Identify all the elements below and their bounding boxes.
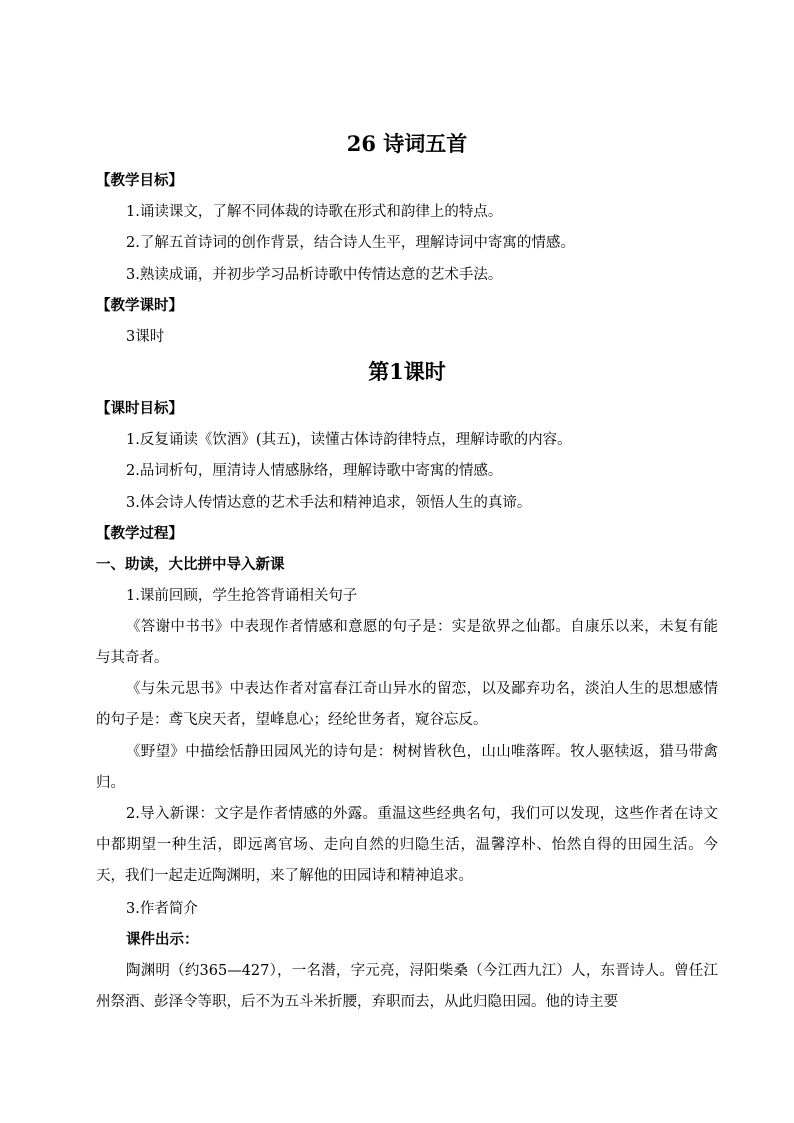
lesson-title: 第1课时	[368, 359, 446, 384]
paragraph: 《答谢中书书》中表现作者情感和意愿的句子是：实是欲界之仙都。自康乐以来，未复有能与其奇者。	[96, 619, 718, 666]
lesson-goal-item: 3.体会诗人传情达意的艺术手法和精神追求，领悟人生的真谛。	[126, 495, 532, 511]
paragraph: 《与朱元思书》中表达作者对富春江奇山异水的留恋，以及鄙弃功名，淡泊人生的思想感情的句子是：鸢飞戾天者，望峰息心；经纶世务者，窥谷忘反。	[96, 681, 718, 728]
goal-item: 1.诵读课文，了解不同体裁的诗歌在形式和韵律上的特点。	[126, 204, 503, 220]
hours-text: 3课时	[126, 329, 165, 345]
goal-item: 2.了解五首诗词的创作背景，结合诗人生平，理解诗词中寄寓的情感。	[126, 235, 575, 251]
lesson-goals-heading: 【课时目标】	[96, 400, 183, 417]
goal-item: 3.熟读成诵，并初步学习品析诗歌中传情达意的艺术手法。	[126, 267, 503, 283]
lesson-goal-item: 2.品词析句，厘清诗人情感脉络，理解诗歌中寄寓的情感。	[126, 463, 503, 479]
paragraph: 2.导入新课：文字是作者情感的外露。重温这些经典名句，我们可以发现，这些作者在诗文中都期望一种生活，即远离官场、走向自然的归隐生活，温馨淳朴、怡然自得的田园生活。今天，我们一起走近陶渊明，来了解他的田园诗和精神追求。	[96, 806, 718, 884]
paragraph: 陶渊明（约365—427），一名潜，字元亮，浔阳柴桑（今江西九江）人，东晋诗人。曾任江州祭酒、彭泽令等职，后不为五斗米折腰，弃职而去，从此归隐田园。他的诗主要	[96, 963, 718, 1010]
page-title: 26 诗词五首	[346, 131, 468, 156]
step-text: 3.作者简介	[126, 901, 198, 917]
goals-heading: 【教学目标】	[96, 172, 183, 189]
courseware-label: 课件出示：	[126, 931, 199, 948]
lesson-goal-item: 1.反复诵读《饮酒》(其五)，读懂古体诗韵律特点，理解诗歌的内容。	[126, 432, 572, 448]
section-heading: 一、助读，大比拼中导入新课	[96, 556, 285, 573]
hours-heading: 【教学课时】	[96, 297, 183, 314]
step-text: 1.课前回顾，学生抢答背诵相关句子	[126, 588, 358, 604]
paragraph: 《野望》中描绘恬静田园风光的诗句是：树树皆秋色，山山唯落晖。牧人驱犊返，猎马带禽归。	[96, 744, 718, 791]
process-heading: 【教学过程】	[96, 525, 183, 542]
